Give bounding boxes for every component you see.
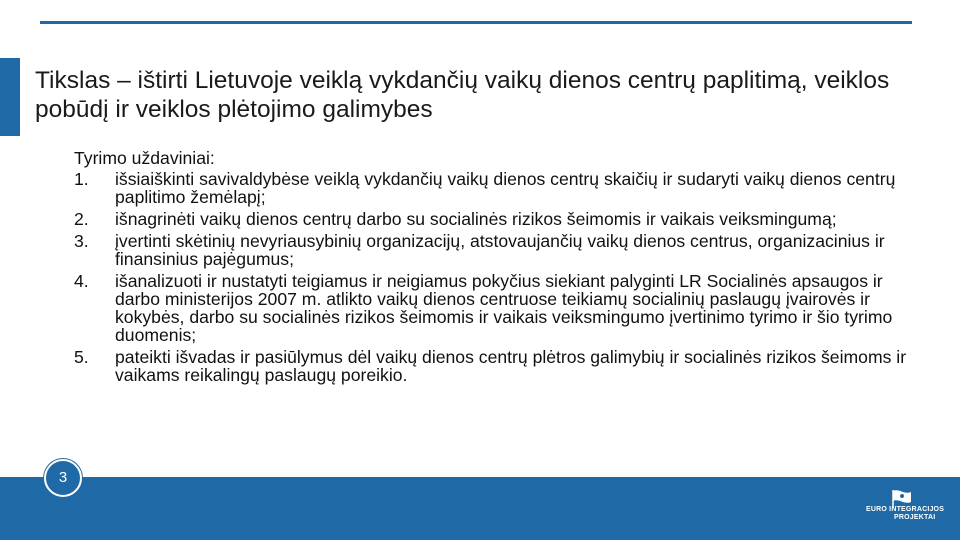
task-text: pateikti išvadas ir pasiūlymus dėl vaikų dienos centrų plėtros galimybių ir socialinės rizikos šeimoms ir vaikams reikalingų paslaugų poreikio. bbox=[115, 347, 907, 385]
logo-line-1: EURO INTEGRACIJOS bbox=[866, 506, 945, 513]
task-number: 1. bbox=[74, 169, 89, 189]
task-number: 2. bbox=[74, 209, 89, 229]
tasks-heading: Tyrimo uždaviniai: bbox=[74, 148, 215, 168]
slide-title: Tikslas – ištirti Lietuvoje veiklą vykdančių vaikų dienos centrų paplitimą, veiklos pobūdį ir veiklos plėtojimo galimybes bbox=[35, 67, 890, 123]
task-number: 3. bbox=[74, 231, 89, 251]
task-item bbox=[74, 232, 924, 268]
task-item bbox=[74, 348, 924, 384]
logo-line-2: PROJEKTAI bbox=[894, 514, 936, 521]
task-text: išanalizuoti ir nustatyti teigiamus ir neigiamus pokyčius siekiant palyginti LR Socialinės apsaugos ir darbo ministerijos 2007 m. atlikto vaikų dienos centruose teikiamų socialinių paslaugų įvairovės ir kokybės, darbo su socialinės rizikos šeimomis ir vaikais veiksmingumo įvertinimo tyrimo ir šio tyrimo duomenis; bbox=[115, 271, 893, 345]
slide-content bbox=[74, 148, 924, 388]
task-text: įvertinti skėtinių nevyriausybinių organizacijų, atstovaujančių vaikų dienos centrus, organizacinius ir finansinius pajėgumus; bbox=[115, 231, 885, 269]
task-text: išsiaiškinti savivaldybėse veiklą vykdančių vaikų dienos centrų skaičių ir sudaryti vaikų dienos centrų paplitimo žemėlapį; bbox=[115, 169, 896, 207]
task-item bbox=[74, 272, 924, 344]
top-divider bbox=[40, 21, 912, 24]
task-number: 4. bbox=[74, 271, 89, 291]
title-accent-bar bbox=[0, 58, 20, 136]
task-number: 5. bbox=[74, 347, 89, 367]
page-number: 3 bbox=[44, 459, 82, 497]
task-text: išnagrinėti vaikų dienos centrų darbo su socialinės rizikos šeimomis ir vaikais veiksmingumą; bbox=[115, 209, 837, 229]
task-item bbox=[74, 210, 924, 228]
tasks-list bbox=[74, 170, 924, 384]
logo-wordmark bbox=[866, 506, 946, 522]
task-item bbox=[74, 170, 924, 206]
footer-band bbox=[0, 477, 960, 540]
